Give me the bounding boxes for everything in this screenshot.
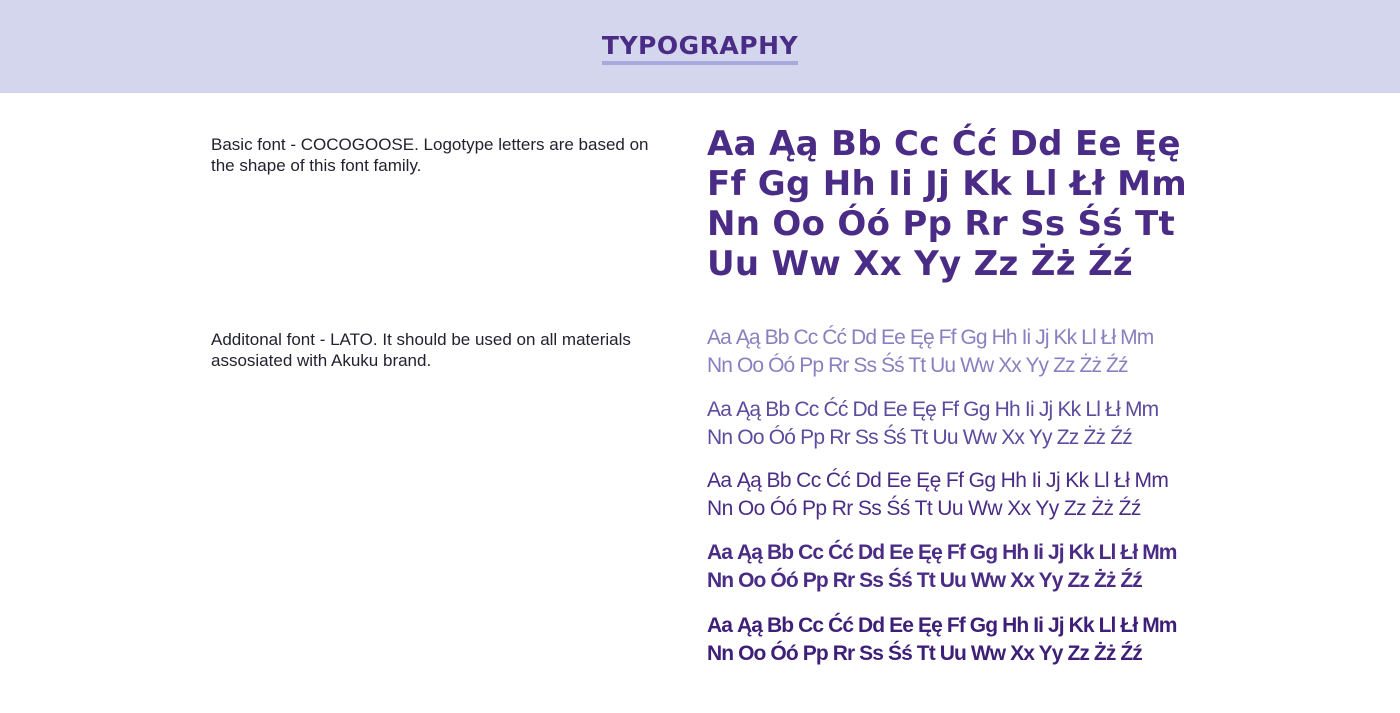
basic-font-description: Basic font - COCOGOOSE. Logotype letters are based on the shape of this font family. (211, 135, 649, 175)
specimen-line: Aa Ąą Bb Cc Ćć Dd Ee Ęę Ff Gg Hh Ii Jj Kk Ll Łł Mm (707, 398, 1159, 421)
specimen-line: Aa Ąą Bb Cc Ćć Dd Ee Ęę Ff Gg Hh Ii Jj Kk Ll Łł Mm (707, 614, 1177, 637)
lato-black-specimen (707, 612, 1307, 668)
specimen-line: Uu Ww Xx Yy Zz Żż Źź (707, 244, 1134, 284)
lato-bold-specimen (707, 539, 1307, 595)
specimen-line: Ff Gg Hh Ii Jj Kk Ll Łł Mm (707, 164, 1188, 204)
specimen-line: Nn Oo Óó Pp Rr Ss Śś Tt Uu Ww Xx Yy Zz Żż Źź (707, 426, 1132, 449)
specimen-line: Aa Ąą Bb Cc Ćć Dd Ee Ęę Ff Gg Hh Ii Jj Kk Ll Łł Mm (707, 541, 1177, 564)
specimen-line: Nn Oo Óó Pp Rr Ss Śś Tt Uu Ww Xx Yy Zz Żż Źź (707, 569, 1142, 592)
specimen-line: Nn Oo Óó Pp Rr Ss Śś Tt (707, 204, 1176, 244)
specimen-line: Aa Ąą Bb Cc Ćć Dd Ee Ęę Ff Gg Hh Ii Jj Kk Ll Łł Mm (707, 469, 1169, 492)
specimen-line: Nn Oo Óó Pp Rr Ss Śś Tt Uu Ww Xx Yy Zz Żż Źź (707, 497, 1141, 520)
page-title: TYPOGRAPHY (602, 31, 798, 65)
specimen-line: Nn Oo Óó Pp Rr Ss Śś Tt Uu Ww Xx Yy Zz Żż Źź (707, 642, 1142, 665)
lato-hairline-specimen (707, 324, 1307, 380)
basic-font-specimen (707, 124, 1267, 284)
header-banner (0, 0, 1400, 93)
lato-regular-specimen (707, 467, 1307, 523)
lato-light-specimen (707, 396, 1307, 452)
specimen-line: Nn Oo Óó Pp Rr Ss Śś Tt Uu Ww Xx Yy Zz Żż Źź (707, 354, 1128, 377)
specimen-line: Aa Ąą Bb Cc Ćć Dd Ee Ęę Ff Gg Hh Ii Jj Kk Ll Łł Mm (707, 326, 1154, 349)
additional-font-description: Additonal font - LATO. It should be used on all materials assosiated with Akuku brand. (211, 330, 631, 370)
specimen-line: Aa Ąą Bb Cc Ćć Dd Ee Ęę (707, 124, 1181, 164)
